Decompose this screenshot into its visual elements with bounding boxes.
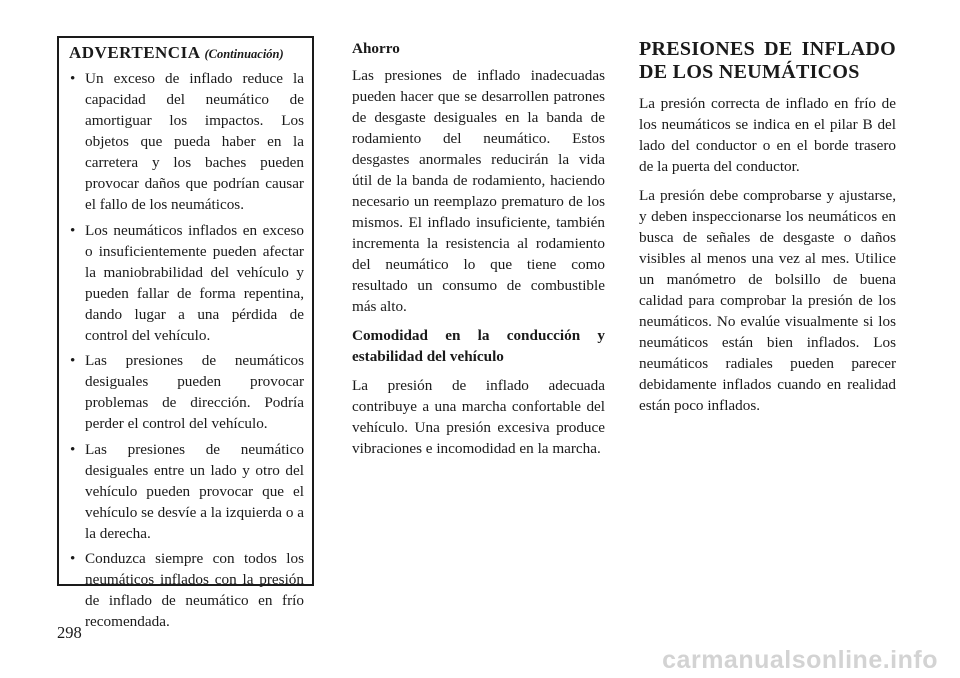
bullet-dot-icon: • — [70, 550, 76, 568]
bullet-dot-icon: • — [70, 440, 76, 458]
paragraph-comodidad: La presión de inflado adecuada contribuye a una marcha confortable del vehículo. Una presión excesiva produce vibraciones e incomodidad en la marcha. — [352, 377, 605, 457]
warning-bullet-text: Las presiones de neumáticos desiguales pueden provocar problemas de dirección. Podría perder el control del vehículo. — [85, 352, 304, 433]
watermark-text: carmanualsonline.info — [662, 646, 938, 674]
paragraph-ahorro: Las presiones de inflado inadecuadas pueden hacer que se desarrollen patrones de desgaste desiguales en la banda de rodamiento del neumático. Estos desgastes anormales reducirán la vida útil de la banda de rodamiento, haciendo necesario un reemplazo prematuro de los mismos. El inflado insuficiente, también incrementa la resistencia al rodamiento del neumático lo que tiene como resultado un consumo de combustible más alto. — [352, 67, 605, 315]
warning-title — [69, 43, 304, 63]
page-number: 298 — [57, 623, 82, 642]
warning-bullet-item — [69, 548, 304, 632]
warning-bullet-item — [69, 439, 304, 544]
warning-continued-label: (Continuación) — [204, 47, 284, 61]
right-column — [639, 38, 896, 424]
heading-comodidad: Comodidad en la conducción y estabilidad del vehículo — [352, 327, 605, 365]
warning-title-text: ADVERTENCIA — [69, 43, 201, 62]
warning-bullet-text: Las presiones de neumático desiguales entre un lado y otro del vehículo pueden provocar que el vehículo se desvíe a la izquierda o a la derecha. — [85, 440, 304, 542]
warning-bullet-text: Conduzca siempre con todos los neumáticos inflados con la presión de inflado de neumático en frío recomendada. — [85, 550, 304, 631]
warning-bullet-item — [69, 350, 304, 434]
bullet-dot-icon: • — [70, 352, 76, 370]
warning-box — [57, 36, 314, 631]
warning-bullet-item — [69, 220, 304, 346]
bullet-dot-icon: • — [70, 70, 76, 87]
warning-bullet-text: Los neumáticos inflados en exceso o insuficientemente pueden afectar la maniobrabilidad del vehículo y pueden fallar de forma repentina, dando lugar a una pérdida de control del vehículo. — [85, 221, 304, 344]
warning-bullet-list — [69, 68, 304, 632]
middle-column — [352, 38, 605, 467]
paragraph-presion-correcta: La presión correcta de inflado en frío de los neumáticos se indica en el pilar B del lado del conductor o en el borde trasero de la puerta del conductor. — [639, 95, 896, 175]
bullet-dot-icon: • — [70, 221, 76, 239]
heading-ahorro: Ahorro — [352, 40, 400, 57]
warning-bullet-item — [69, 68, 304, 215]
paragraph-comprobacion: La presión debe comprobarse y ajustarse, y deben inspeccionarse los neumáticos en busca de señales de desgaste o daños visibles al menos una vez al mes. Utilice un manómetro de bolsillo de buena calidad para comprobar la presión de los neumáticos. No evalúe visualmente si los neumáticos están bien inflados. Los neumáticos radiales pueden parecer debidamente inflados cuando en realidad están poco inflados. — [639, 187, 896, 414]
section-heading-presiones: PRESIONES DE INFLADO DE LOS NEUMÁTICOS — [639, 38, 896, 83]
warning-bullet-text: Un exceso de inflado reduce la capacidad del neumático de amortiguar los impactos. Los objetos que pueda haber en la carretera y los baches pueden provocar daños que podrían causar el fallo de los neumáticos. — [85, 70, 304, 213]
